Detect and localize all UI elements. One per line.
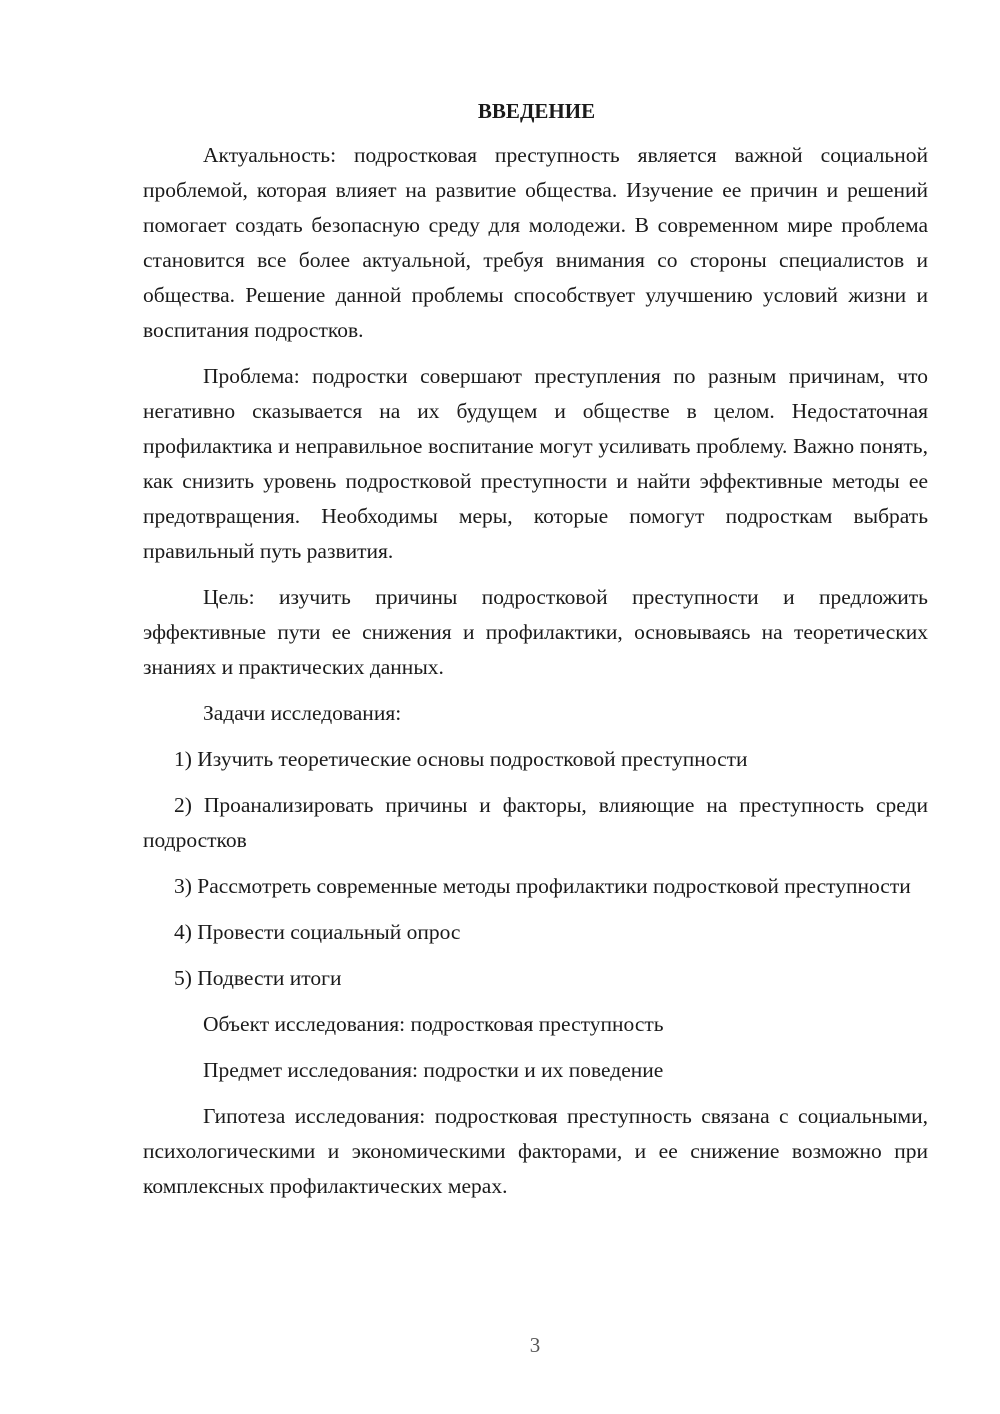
- page-number: 3: [529, 1333, 541, 1357]
- goal-paragraph: Цель: изучить причины подростковой преступности и предложить эффективные пути ее снижения и профилактики, основываясь на теоретических знаниях и практических данных.: [143, 585, 928, 679]
- page-title: ВВЕДЕНИЕ: [477, 99, 596, 123]
- hypothesis-paragraph: Гипотеза исследования: подростковая преступность связана с социальными, психологическими и экономическими факторами, и ее снижение возможно при комплексных профилактических мерах.: [143, 1104, 928, 1198]
- task-item: 4) Провести социальный опрос: [174, 920, 461, 944]
- task-item: 5) Подвести итоги: [174, 966, 342, 990]
- problem-paragraph: Проблема: подростки совершают преступления по разным причинам, что негативно сказывается на их будущем и обществе в целом. Недостаточная профилактика и неправильное воспитание могут усиливать проблему. Важно понять, как снизить уровень подростковой преступности и найти эффективные методы ее предотвращения. Необходимы меры, которые помогут подросткам выбрать правильный путь развития.: [143, 364, 928, 563]
- research-subject: Предмет исследования: подростки и их поведение: [203, 1058, 664, 1082]
- relevance-paragraph: Актуальность: подростковая преступность является важной социальной проблемой, которая влияет на развитие общества. Изучение ее причин и решений помогает создать безопасную среду для молодежи. В современном мире проблема становится все более актуальной, требуя внимания со стороны специалистов и общества. Решение данной проблемы способствует улучшению условий жизни и воспитания подростков.: [143, 143, 928, 342]
- tasks-heading: Задачи исследования:: [203, 701, 402, 725]
- task-item: 3) Рассмотреть современные методы профилактики подростковой преступности: [174, 874, 911, 898]
- task-item: 1) Изучить теоретические основы подростковой преступности: [174, 747, 748, 771]
- document-page: [143, 96, 928, 1215]
- research-object: Объект исследования: подростковая преступность: [203, 1012, 664, 1036]
- task-item: 2) Проанализировать причины и факторы, влияющие на преступность среди подростков: [143, 793, 928, 852]
